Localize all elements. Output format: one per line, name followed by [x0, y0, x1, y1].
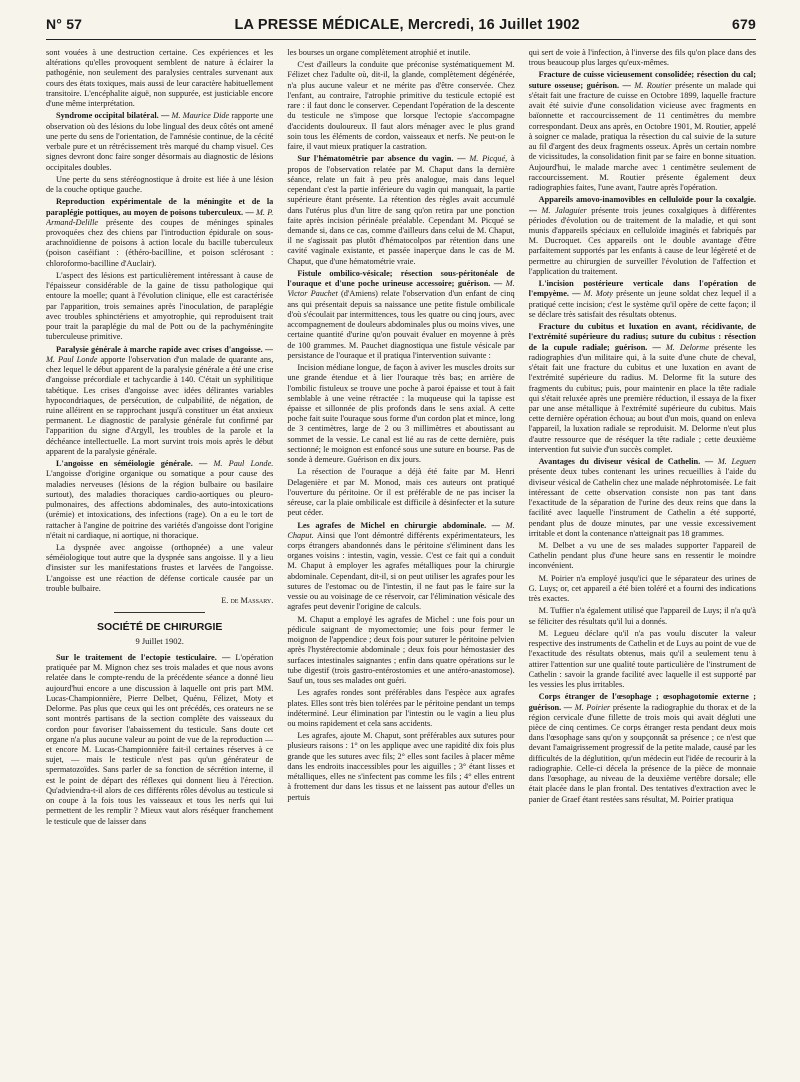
entry-author: M. Delorme [665, 342, 709, 352]
entry-text: à propos de l'observation relatée par M. Chaput dans la dernière séance, relate un fait à peu près analogue, mais dans lequel cependant c'est la partie inférieure du vagin qui manquait, la partie supérieure étant présente. La rétention des règles avait accumulé dans l'utérus plus d'un litre de sang qu'on retira par une ponction faite après incision périnéale préalable. Cependant M. Picqué se demande si, dans ce cas, comme d'ailleurs dans celui de M. Chaput, il ne s'agissait pas plutôt d'hématocolpos par rétention dans une cavité vaginale existante, et passée inaperçue dans le cas de M. Chaput, que d'une hématométrie vraie. [287, 154, 515, 266]
entry-text: présente les radiographies d'un militaire qui, à la suite d'une chute de cheval, s'était fait une fracture du cubitus et une luxation en avant de l'extrémité supérieure du radius. M. Delorme fit la suture des fragments du cubitus; puis, pour maintenir en place la tête radiale qui s'était reluxée après une première réduction, il essaya de la fixer par une anse métallique à l'extrémité supérieure du cubitus. Mais cette dernière opération échoua; au bout d'un mois, quand on enleva l'appareil, la luxation radiale se reproduisit. M. Delorme n'eut plus d'autre ressource que de réséquer la tête radiale ; cette deuxième intervention fut suivie d'un succès complet. [528, 342, 756, 454]
entry-text: apporte l'observation d'un malade de quarante ans, chez lequel le début apparent de la paralysie générale a été une crise d'angoisse précordiale et tachycardie à 140. C'était un syphilitique tabétique. Les crises d'angoisse avec idées délirantes variables hypocondriaques, de persécution, de culpabilité, de négation, de ruine alléirent en se rapprochant jusqu'à constituer un état anxieux permanent. Le diagnostic de paralysie générale fut confirmé par l'apparition du signe d'Argyll, les troubles de la parole et la déchéance intellectuelle. La mort survint trois mois après le début apparent de la paralysie générale. [46, 354, 274, 456]
entry-title: Avantages du diviseur vésical de Cathelin. — [538, 457, 714, 467]
column-3 [529, 48, 756, 1078]
masthead-title: LA PRESSE MÉDICALE, Mercredi, 16 Juillet 1902 [234, 17, 580, 33]
entry-text: rapporte une observation où des lésions du lobe lingual des deux côtés ont amené une perte du sens de l'orientation, de l'amnésie continue, de la cécité verbale pure et un rétrécissement très marqué du champ visuel. Ces signes devront donc faire songer désormais au diagnostic de lésions occipitales doubles. [46, 111, 274, 172]
paragraph [529, 195, 756, 277]
entry-author: M. Maurice Dide [171, 111, 230, 121]
paragraph: M. Tuffier n'a également utilisé que l'appareil de Luys; il n'a qu'à se féliciter des résultats qu'il lui a donnés. [528, 606, 756, 626]
paragraph [46, 197, 273, 269]
column-1 [46, 48, 273, 1078]
entry-author: M. P. Armand-Delille [46, 207, 274, 227]
entry-title: Syndrome occipital bilatéral. — [56, 111, 170, 121]
paragraph [529, 279, 756, 320]
column-2 [287, 48, 514, 1078]
entry-title: Paralysie générale à marche rapide avec crises d'angoisse. — [56, 344, 274, 354]
paragraph: M. Poirier n'a employé jusqu'ici que le séparateur des urines de G. Luys; or, cet appareil a été bien toléré et a fourni des indications très exactes. [528, 573, 756, 604]
paragraph [287, 154, 514, 267]
paragraph: qui sert de voie à l'infection, à l'inverse des fils qu'on place dans des trous beaucoup plus larges qu'eux-mêmes. [528, 48, 756, 68]
entry-author: M. Jalaguier [541, 205, 587, 215]
paragraph [529, 70, 756, 193]
paragraph: M. Legueu déclare qu'il n'a pas voulu discuter la valeur respective des instruments de Cathelin et de Luys au point de vue de l'exactitude des résultats obtenus, mais qu'il a seulement tenu à attirer l'attention sur une qualité toute particulière de l'instrument de Cathelin : savoir la grande facilité avec laquelle il est supporté par les vessies les plus irritables. [528, 628, 756, 690]
divider [114, 612, 205, 613]
paragraph [46, 459, 273, 541]
paragraph: L'aspect des lésions est particulièrement intéressant à cause de l'épaisseur considérable de la gaine de tissu pathologique qui entoure la moelle; quant à l'évolution clinique, elle est caractérisée par l'apparition, trois semaines après l'inoculation, de paraplégie avec troubles sphinctériens et amyotrophie, qui reproduisent trait pour trait la paraplégie du mal de Pott ou de la pachyméningite tuberculeuse primitive. [46, 270, 274, 342]
entry-text: présente la radiographie du thorax et de la région cervicale d'une fillette de trois mois qui avait dégluti une pièce de cinq centimes. Ce corps étranger resta pendant deux mois dans l'œsophage sans qu'on y soupçonnât sa présence ; ce n'est que devant l'amaigrissement progressif de la petite malade, causé par les difficultés de la déglutition, qu'un médecin eut l'idée de recourir à la radiographie. Celle-ci décela la présence de la pièce de monnaie dans l'œsophage, au niveau de la deuxième vertèbre dorsale; elle était placée dans le plan frontal. Des tentatives d'extraction avec le panier de Graef étant restées sans résultat, M. Poirier pratiqua [528, 702, 756, 804]
paragraph [287, 521, 514, 613]
entry-author: M. Paul Londe. [213, 459, 274, 469]
paragraph: Incision médiane longue, de façon à aviver les muscles droits sur une grande étendue et à lier l'ouraque très bas; en arrière de l'ombilic fistuleux se trouve une poche à paroi épaisse et tout à fait semblable à une veine rétractée : la muqueuse qui la tapisse est épaisse et sillonnée de plis profonds dans le sens axial. A cette poche fait suite l'ouraque sous forme d'un cordon plat et mince, long de 3 centimètres, large de 2 ou 3 millimètres et aboutissant au sommet de la vessie. Le canal est lié au ras de cette dernière, puis sectionné; le moignon est enfoncé sous une suture en bourse. Pas de sonde à demeure. Guérison en dix jours. [287, 363, 515, 465]
entry-author: M. Leguen [717, 457, 756, 467]
paragraph [529, 692, 756, 805]
entry-text: présente deux tubes contenant les urines recueillies à l'aide du diviseur vésical de Cathelin chez une malade néphrotomisée. Le fait intéressant de cette observation consiste non pas tant dans l'exactitude de la séparation de l'urine des deux reins que dans la facilité avec laquelle l'instrument de Cathelin a été supporté, pendant plus de douze minutes, par une vessie excessivement irritable et dont la contenance n'atteignait pas 18 grammes. [528, 467, 756, 538]
entry-author: M. Victor Pauchet [287, 279, 515, 299]
paragraph: les bourses un organe complètement atrophié et inutile. [287, 48, 471, 57]
paragraph: Les agrafes, ajoute M. Chaput, sont préférables aux sutures pour plusieurs raisons : 1° on les applique avec une rapidité dix fois plus grande que les sutures avec fils; 2° elles sont faciles à placer même dans les endroits inaccessibles pour les aiguilles ; 3° étant lisses et métalliques, elles ne s'infectent pas comme les fils ; 4° elles entrent à frottement dur dans les tissus et ne laissent pas autour d'elles un pertuis [287, 731, 515, 802]
entry-text: présente un jeune soldat chez lequel il a pratiqué cette incision; c'est le système qu'il opère de cette façon; il se déclare très satisfait des résultats obtenus. [528, 289, 756, 319]
entry-title: Sur l'hématométrie par absence du vagin. — [297, 154, 466, 164]
paragraph: La résection de l'ouraque a déjà été faite par M. Henri Delagenière et par M. Monod, mais ces auteurs ont pratiqué l'ouverture du péritoine. Or il est préférable de ne pas inciser la séreuse, car la plaie ombilicale est difficile à désinfecter et la suture peut céder. [287, 467, 515, 518]
paragraph: M. Chaput a employé les agrafes de Michel : une fois pour un pédicule saignant de myomectomie; une fois pour fermer le moignon de l'appendice ; deux fois pour suturer le péritoine pelvien après l'hystérectomie abdominale ; deux fois pour hémostasier des surfaces intestinales saignantes ; enfin dans quatre opérations sur le tube digestif (trois gastro-entérostomies et une antéro-anastomose). Sauf un, tous ses malades ont guéri. [287, 614, 515, 686]
paragraph [529, 322, 756, 455]
entry-author: M. Poirier [574, 702, 611, 712]
paragraph: C'est d'ailleurs la conduite que préconise systématiquement M. Félizet chez l'adulte où, dit-il, la glande, complètement dégénérée, n'a plus aucune valeur et ne mérite pas d'être conservée. Chez l'enfant, au contraire, l'atrophie primitive du testicule ectopié est rare : il faut donc le conserver. Cependant l'opération de la descente du testicule ne s'impose que lorsque l'ectopie s'accompagne d'accidents douloureux. Il faut alors ménager avec le plus grand soin tous les éléments de cordon, vaisseaux et nerfs. Ne peut-on le faire, il vaut mieux pratiquer la castration. [287, 60, 515, 152]
section-date: 9 Juillet 1902. [135, 636, 184, 647]
section-heading: SOCIÉTÉ DE CHIRURGIE [96, 621, 223, 634]
entry-author: M. Picqué, [469, 154, 508, 164]
paragraph [46, 111, 273, 172]
issue-number: N° 57 [46, 16, 83, 32]
entry-title: Appareils amovo-inamovibles en celluloïde pour la coxalgie. — [528, 195, 756, 215]
entry-text: L'angoisse d'origine organique ou somatique a pour cause des maladies nerveuses (lésions de la région bulbaire ou basilaire surtout), des maladies thoraciques cardio-aortiques ou pleuro-pulmonaires, des affections abdominales, des auto-intoxications (urémie) et intoxications, des infections (rage). On a eu le tort de rattacher à l'angine de poitrine des variétés d'angoisse dont l'origine n'était ni cardiaque, ni aortique, ni thoracique. [46, 469, 274, 540]
entry-author: M. Paul Londe [46, 354, 98, 364]
entry-title: Fracture de cuisse vicieusement consolidée; résection du cal; suture osseuse; guérison. — [528, 70, 756, 90]
entry-title: Reproduction expérimentale de la méningite et de la paraplégie pottiques, au moyen de poisons tuberculeux. — [46, 197, 274, 217]
paragraph: sont vouées à une destruction certaine. Ces expériences et les altérations qu'elles provoquent semblent de nature à éclairer la pathogénie, non seulement des paralysies centrales survenant aux cours des états toxiques, mais aussi de leur caractère habituellement transitoire. L'encéphalite aiguë, non suppurée, est justiciable encore d'une même interprétation. [46, 48, 274, 109]
entry-title: L'angoisse en séméiologie générale. — [56, 459, 208, 469]
entry-title: L'incision postérieure verticale dans l'opération de l'empyème. — [528, 279, 756, 299]
paragraph: M. Delbet a vu une de ses malades supporter l'appareil de Cathelin pendant plus d'une heure sans en ressentir le moindre inconvénient. [528, 541, 756, 571]
paragraph [529, 457, 756, 539]
entry-author: M. Moty [583, 289, 613, 299]
paragraph [287, 269, 514, 361]
paragraph [46, 653, 273, 827]
entry-title: Sur le traitement de l'ectopie testiculaire. — [56, 652, 231, 662]
entry-text: présente un malade qui s'était fait une fracture de cuisse en Octobre 1899, laquelle fracture avait été suivie d'une consolidation vicieuse avec fragments en baïonnette et raccourcissement de 11 centimètres du membre correspondant. Deux ans après, en Octobre 1901, M. Routier, appelé à soigner ce malade, pratiqua la résection du cal suivie de la suture au fil d'argent des deux fragments osseux. Après un certain nombre de vicissitudes, la consolidation finit par se faire en bonne situation. Aujourd'hui, le malade marche avec 1 centimètre seulement de raccourcissement. M. Routier présente également deux radiographies faites, l'une avant, l'autre après l'opération. [528, 80, 756, 193]
paragraph: Une perte du sens stéréognostique à droite est liée à une lésion de la couche optique gauche. [46, 174, 274, 195]
page-number: 679 [732, 16, 756, 32]
paragraph: La dyspnée avec angoisse (orthopnée) a une valeur séméiologique tout autre que la dyspnée sans angoisse. Il y a lieu d'insister sur les manifestations frustes et larvées de l'angoisse. L'angoisse est une réaction de défense corticale causée par un trouble bulbaire. [46, 543, 274, 593]
entry-text: L'opération pratiquée par M. Mignon chez ses trois malades et que nous avons relatée dans le compte-rendu de la précédente séance a donné lieu aujourd'hui encore a une discussion à laquelle ont pris part MM. Lucas-Championnière, Pierre Delbet, Quénu, Félizet, Moty et Delorme. Pas plus que ceux qui les ont précédés, ces orateurs ne se sont montrés partisans de la section complète des vaisseaux du cordon pour favoriser l'abaissement du testicule. Sans doute cet organe n'a plus aucune valeur au point de vue de la reproduction — et encore M. Lucas-Championnière fait-il certaines réserves à ce sujet, — mais le testicule n'est pas qu'un générateur de spermatozoïdes. Sans parler de sa fonction de sécrétion interne, il est le point de départ des réflexes qui donnent lieu à l'érection. Qu'adviendra-t-il alors de ces différents rôles dévolus au testicule si on coupe à la fois tous les vaisseaux et tous les nerfs qui lui permettent de les remplir ? Mieux vaut alors réséquer franchement le testicule que de laisser dans [46, 652, 274, 826]
paragraph: Les agrafes rondes sont préférables dans l'espèce aux agrafes plates. Elles sont très bien tolérées par le péritoine pendant un temps indéterminé. Leur élimination par l'intestin ou le vagin a lieu plus ou moins rapidement et cela sans accidents. [287, 688, 515, 728]
signature: E. de Massary. [221, 596, 274, 606]
article-columns [46, 48, 756, 1078]
page-header [46, 16, 756, 40]
entry-text: Ainsi que l'ont démontré différents expérimentateurs, les corps étrangers abandonnés dans le péritoine s'éliminent dans les organes voisins : intestin, vagin, vessie. C'est ce fait qui a conduit M. Chaput à employer les agrafes métalliques pour la chirurgie abdominale. Cependant, dit-il, si on peut utiliser les agrafes pour les sutures de l'estomac ou de l'intestin, il ne faut pas le faire sur la vessie ou au voisinage de ce réservoir, car l'élimination vésicale des agrafes peut devenir l'origine de calculs. [287, 530, 515, 612]
entry-text: présente trois jeunes coxalgiques à différentes périodes d'évolution ou de traitement de la maladie, et qui sont munis d'appareils spéciaux en celluloïde imaginés et fabriqués par M. Ducroquet. Ces appareils ont le double avantage d'être parfaitement supportés par les enfants à cause de leur légèreté et de permettre au chirurgien de surveiller l'évolution de l'affection et l'application du traitement. [528, 205, 756, 276]
paragraph [46, 345, 273, 458]
entry-title: Les agrafes de Michel en chirurgie abdominale. — [297, 520, 501, 530]
entry-author: M. Chaput. [287, 520, 515, 540]
entry-author: M. Routier [634, 80, 672, 90]
entry-title: Fracture du cubitus et luxation en avant, récidivante, de l'extrémité supérieure du radius; suture du cubitus : résection de la cupule radiale; guérison. — [528, 322, 756, 352]
entry-text: (d'Amiens) relate l'observation d'un enfant de cinq ans qui présentait depuis sa naissance une petite fistule ombilicale d'où s'écoulait par intermittences, tous les quatre ou cinq jours, avec accompagnement de douleurs abdominales plus ou moins vives, une certaine quantité d'urine qu'on pouvait évaluer en moyenne à près de 100 grammes. M. Pauchet diagnostiqua une fistule vésicale par persistance de l'ouraque et il pratiqua l'intervention suivante : [287, 289, 515, 360]
entry-text: présente des coupes de méninges spinales provoquées chez des chiens par l'introduction épidurale on sous-arachnoïdienne de poisons à action locale du bacille tuberculeux (poison caséifiant : (éthéro-bacilline, et poison sclérosant : chloroformo-bacilline d'Auclair). [46, 217, 274, 268]
entry-title: Fistule ombilico-vésicale; résection sous-péritonéale de l'ouraque et d'une poche urineuse accessoire; guérison. — [287, 268, 515, 289]
entry-title: Corps étranger de l'œsophage ; œsophagotomie externe ; guérison. — [528, 692, 756, 712]
